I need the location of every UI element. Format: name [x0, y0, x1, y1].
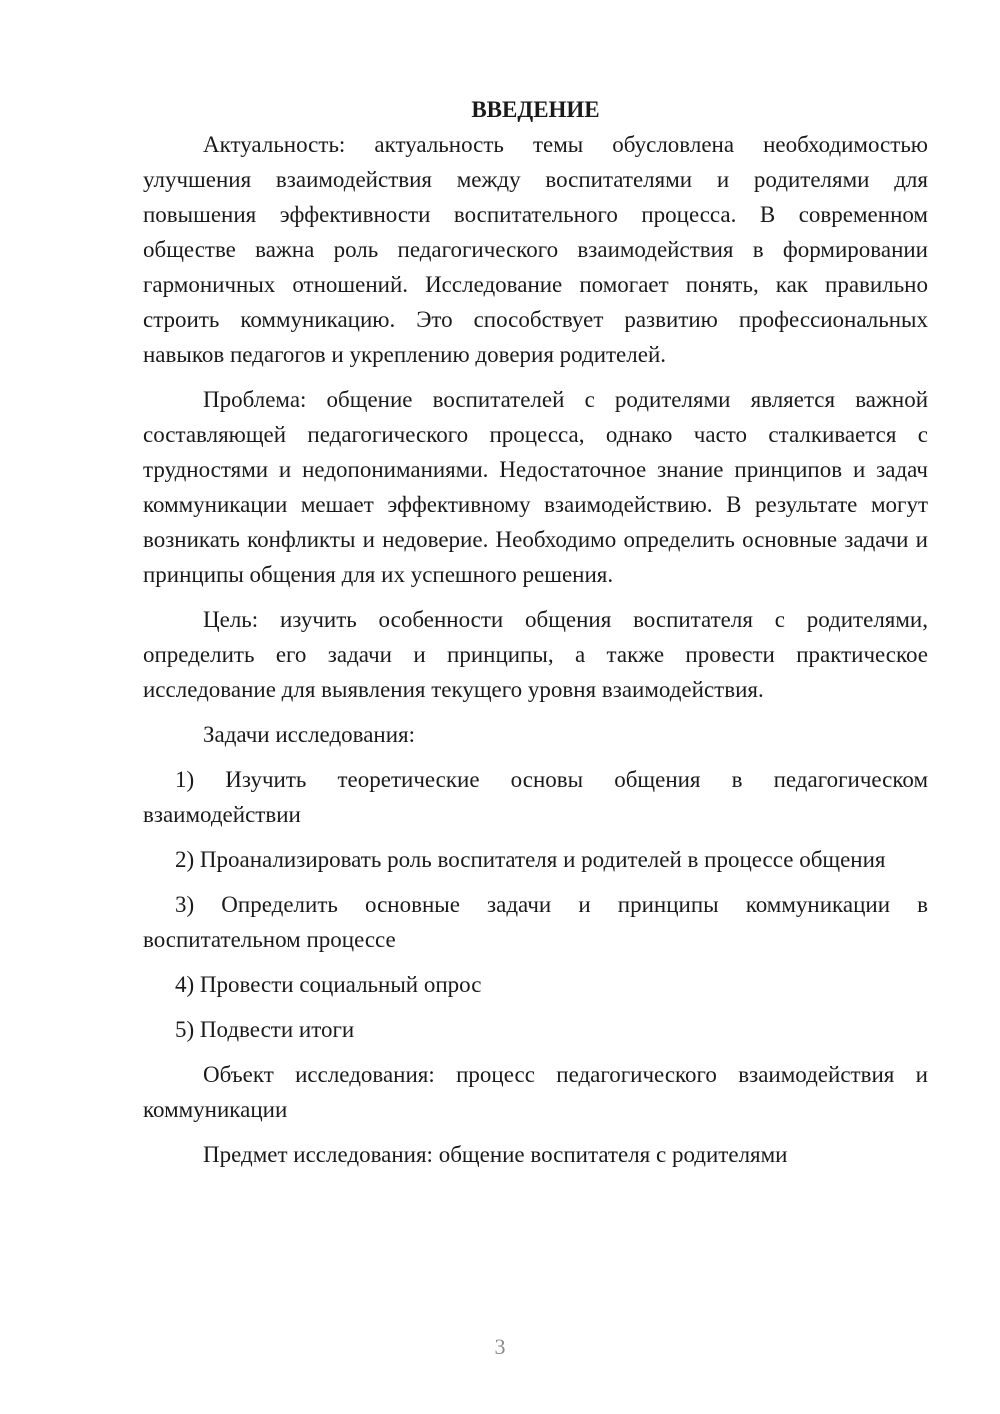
- task-item: 4) Провести социальный опрос: [175, 972, 482, 997]
- object-paragraph: Объект исследования: процесс педагогического взаимодействия и коммуникации: [143, 1062, 928, 1122]
- task-item: 3) Определить основные задачи и принципы коммуникации в воспитательном процессе: [143, 892, 928, 952]
- task-item: 2) Проанализировать роль воспитателя и родителей в процессе общения: [175, 847, 886, 872]
- task-item: 1) Изучить теоретические основы общения в педагогическом взаимодействии: [143, 767, 928, 827]
- subject-paragraph: Предмет исследования: общение воспитателя с родителями: [203, 1142, 788, 1167]
- section-title: ВВЕДЕНИЕ: [471, 97, 600, 122]
- tasks-heading: Задачи исследования:: [203, 722, 416, 747]
- goal-paragraph: Цель: изучить особенности общения воспитателя с родителями, определить его задачи и принципы, а также провести практическое исследование для выявления текущего уровня взаимодействия.: [143, 607, 928, 702]
- problem-paragraph: Проблема: общение воспитателей с родителями является важной составляющей педагогического процесса, однако часто сталкивается с трудностями и недопониманиями. Недостаточное знание принципов и задач коммуникации мешает эффективному взаимодействию. В результате могут возникать конфликты и недоверие. Необходимо определить основные задачи и принципы общения для их успешного решения.: [143, 387, 928, 587]
- relevance-paragraph: Актуальность: актуальность темы обусловлена необходимостью улучшения взаимодействия между воспитателями и родителями для повышения эффективности воспитательного процесса. В современном обществе важна роль педагогического взаимодействия в формировании гармоничных отношений. Исследование помогает понять, как правильно строить коммуникацию. Это способствует развитию профессиональных навыков педагогов и укреплению доверия родителей.: [143, 132, 928, 367]
- page-number: 3: [494, 1334, 506, 1359]
- document-page: [143, 92, 928, 1182]
- task-item: 5) Подвести итоги: [175, 1017, 355, 1042]
